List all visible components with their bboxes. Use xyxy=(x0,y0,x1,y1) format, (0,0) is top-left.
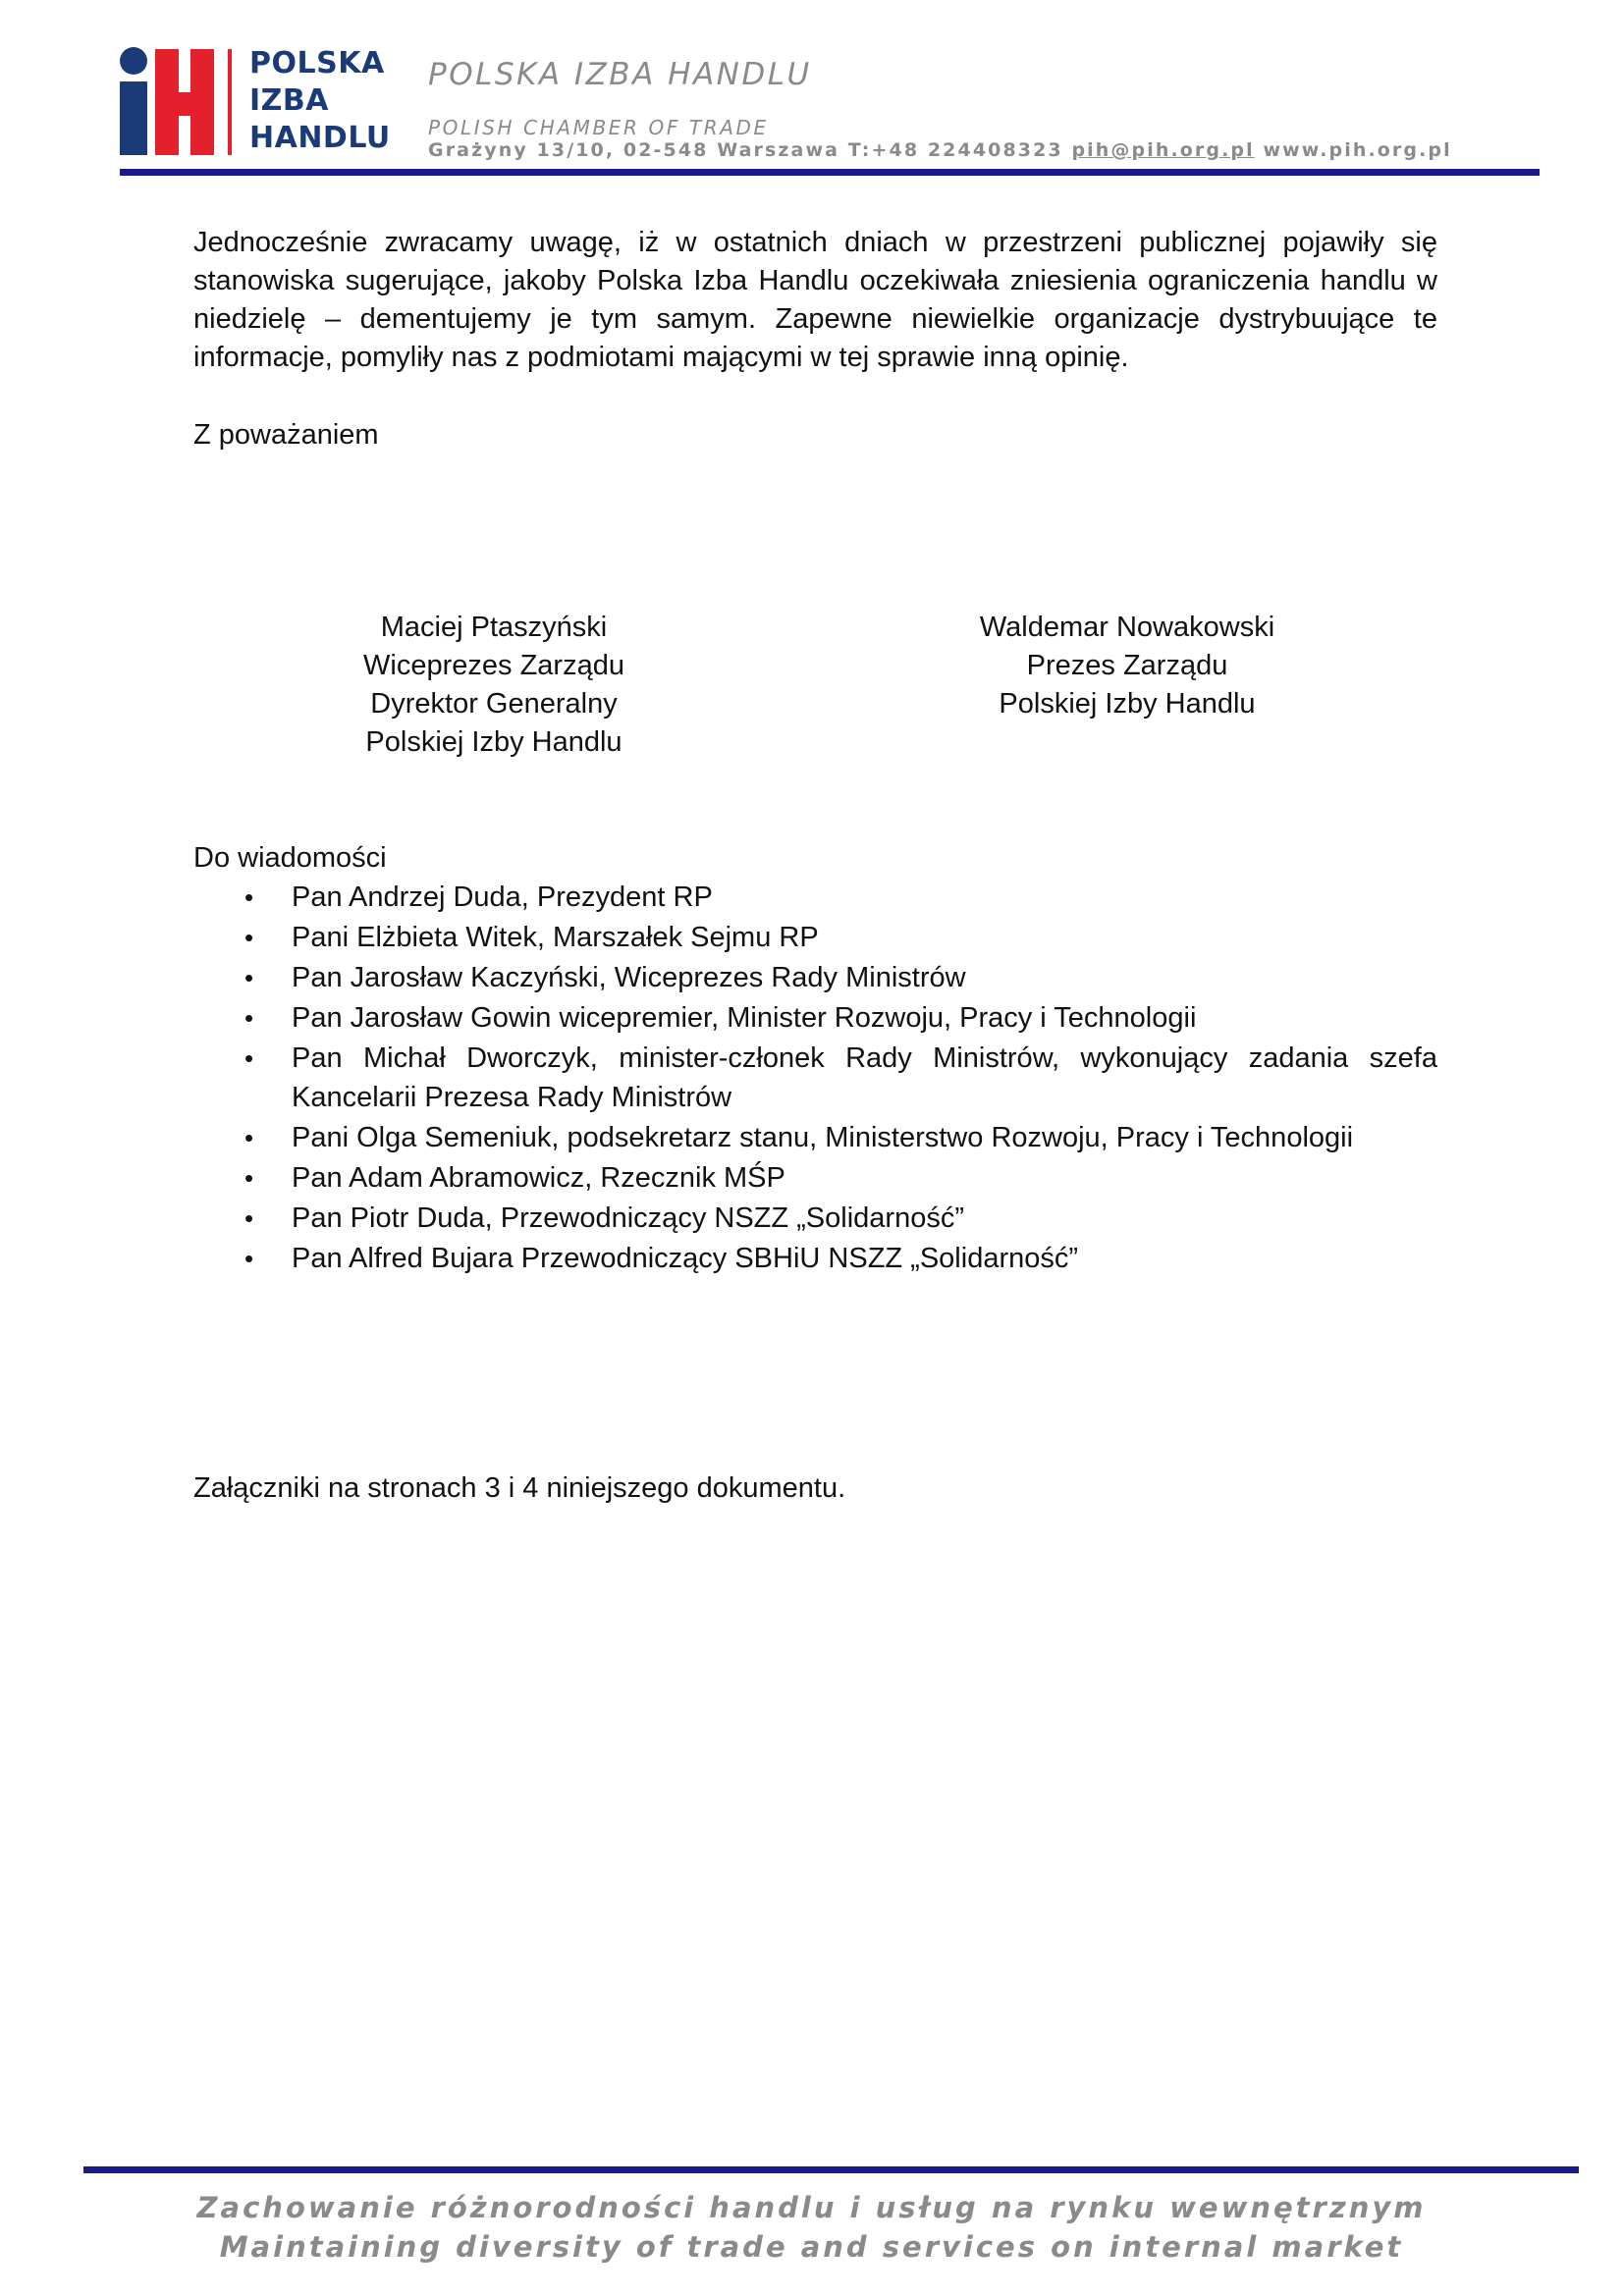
closing-salutation: Z poważaniem xyxy=(193,419,379,451)
pih-logo-mark xyxy=(118,45,236,157)
header-address: Grażyny 13/10, 02-548 Warszawa T:+48 224408323 xyxy=(428,139,1063,161)
bullet-icon: • xyxy=(244,1203,254,1233)
bullet-icon: • xyxy=(244,1244,254,1273)
list-item xyxy=(193,958,1437,997)
cc-item-text: Pan Alfred Bujara Przewodniczący SBHiU NSZZ „Solidarność” xyxy=(292,1243,1079,1274)
footer-rule xyxy=(83,2166,1579,2173)
cc-item-text: Pani Elżbieta Witek, Marszałek Sejmu RP xyxy=(292,922,819,953)
list-item xyxy=(193,1239,1437,1278)
cc-item-text: Pan Adam Abramowicz, Rzecznik MŚP xyxy=(292,1162,785,1194)
bullet-icon: • xyxy=(244,882,254,912)
signature-block-right xyxy=(941,609,1314,723)
bullet-icon: • xyxy=(244,1003,254,1033)
header-rule xyxy=(120,169,1540,176)
bullet-icon: • xyxy=(244,923,254,952)
list-item xyxy=(193,1199,1437,1238)
logo-line-3: HANDLU xyxy=(249,121,391,155)
signature-name: Waldemar Nowakowski xyxy=(979,612,1275,643)
footer-slogan-pl: Zachowanie różnorodności handlu i usług na rynku wewnętrznym xyxy=(196,2191,1427,2224)
list-item xyxy=(193,878,1437,917)
logo-wordmark xyxy=(249,45,391,157)
cc-item-text: Pan Michał Dworczyk, minister-członek Rady Ministrów, wykonujący zadania szefa Kancelarii Prezesa Rady Ministrów xyxy=(292,1042,1437,1113)
cc-item-text: Pan Piotr Duda, Przewodniczący NSZZ „Solidarność” xyxy=(292,1202,964,1234)
signature-role: Prezes Zarządu xyxy=(1026,650,1228,681)
signature-role: Dyrektor Generalny xyxy=(370,688,618,720)
header-website[interactable]: www.pih.org.pl xyxy=(1263,139,1452,161)
signature-block-left xyxy=(307,609,680,762)
body-paragraph xyxy=(193,224,1437,377)
list-item xyxy=(193,1158,1437,1198)
header-email-link[interactable]: pih@pih.org.pl xyxy=(1071,139,1255,161)
list-item xyxy=(193,1039,1437,1117)
bullet-icon: • xyxy=(244,1043,254,1073)
cc-item-text: Pan Jarosław Kaczyński, Wiceprezes Rady Ministrów xyxy=(292,962,966,993)
cc-heading: Do wiadomości xyxy=(193,842,387,874)
cc-item-text: Pani Olga Semeniuk, podsekretarz stanu, Ministerstwo Rozwoju, Pracy i Technologii xyxy=(292,1122,1354,1153)
cc-item-text: Pan Andrzej Duda, Prezydent RP xyxy=(292,881,713,913)
cc-item-text: Pan Jarosław Gowin wicepremier, Minister Rozwoju, Pracy i Technologii xyxy=(292,1002,1197,1034)
bullet-icon: • xyxy=(244,963,254,992)
footer-slogan-en: Maintaining diversity of trade and services on internal market xyxy=(219,2230,1404,2264)
header-contact xyxy=(428,139,1452,161)
list-item xyxy=(193,998,1437,1038)
list-item xyxy=(193,918,1437,957)
header-title: POLSKA IZBA HANDLU xyxy=(428,57,812,92)
signature-name: Maciej Ptaszyński xyxy=(380,612,608,643)
company-logo xyxy=(118,45,403,163)
paragraph-text: Jednocześnie zwracamy uwagę, iż w ostatnich dniach w przestrzeni publicznej pojawiły się stanowiska sugerujące, jakoby Polska Izba Handlu oczekiwała zniesienia ograniczenia handlu w niedzielę – dementujemy je tym samym. Zapewne niewielkie organizacje dystrybuujące te informacje, pomyliły nas z podmiotami mającymi w tej sprawie inną opinię. xyxy=(193,227,1437,373)
header-subtitle: POLISH CHAMBER OF TRADE xyxy=(428,116,769,139)
signature-role: Wiceprezes Zarządu xyxy=(363,650,624,681)
cc-list xyxy=(193,878,1437,1279)
attachments-note: Załączniki na stronach 3 i 4 niniejszego dokumentu. xyxy=(193,1472,846,1504)
signature-org: Polskiej Izby Handlu xyxy=(999,688,1256,720)
logo-line-2: IZBA xyxy=(249,83,329,118)
signature-org: Polskiej Izby Handlu xyxy=(365,726,622,758)
logo-line-1: POLSKA xyxy=(249,46,385,80)
bullet-icon: • xyxy=(244,1123,254,1152)
list-item xyxy=(193,1118,1437,1157)
bullet-icon: • xyxy=(244,1163,254,1193)
